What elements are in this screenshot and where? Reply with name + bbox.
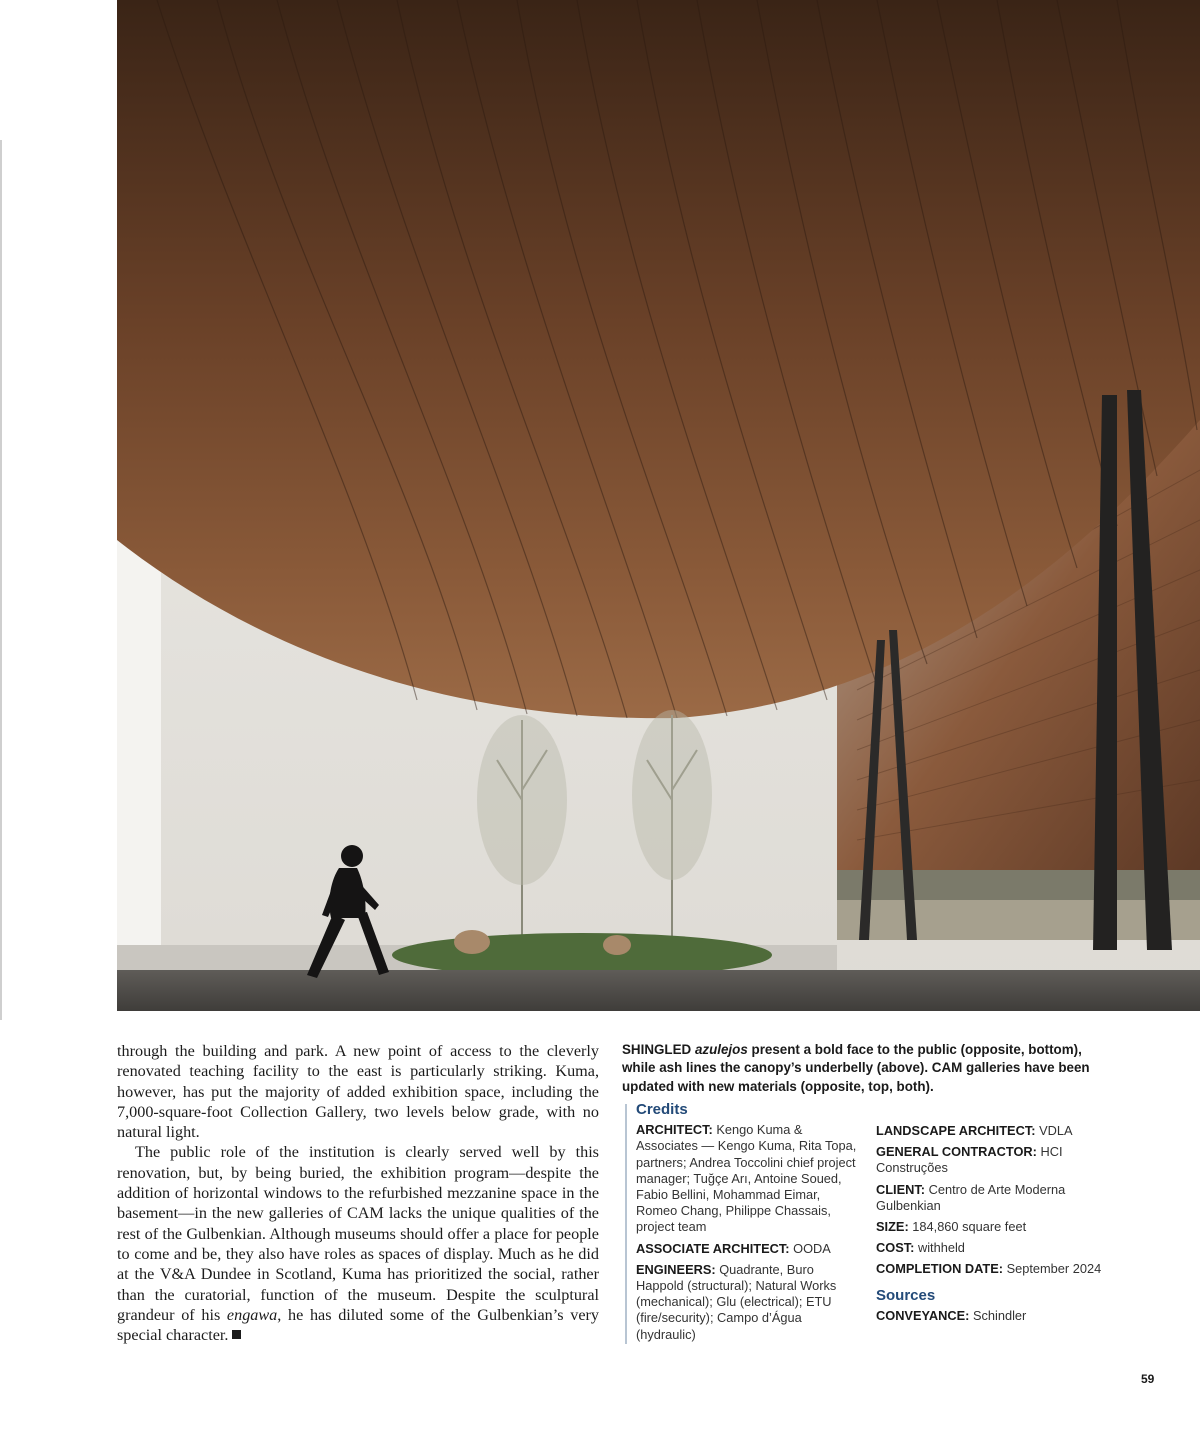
- credit-key: COMPLETION DATE:: [876, 1261, 1004, 1277]
- credit-item: [876, 1182, 1116, 1214]
- body-text: The public role of the institution is clearly served well by this renovation, but, by being buried, the exhibition program—despite the addition of horizontal windows to the refurbished mezzanine space in the basement—in the new galleries of CAM lacks the unique qualities of the rest of the Gulbenkian. Although museums should offer a place for people to come and be, they also have roles as spaces of display. Much as he did at the V&A Dundee in Scotland, Kuma has prioritized the social, rather than the curatorial, function of the museum. Despite the sculptural grandeur of his: [117, 1143, 599, 1324]
- end-mark-icon: [232, 1330, 241, 1339]
- credit-value: 184,860 square feet: [912, 1219, 1027, 1235]
- credit-item: [636, 1262, 858, 1343]
- body-paragraph: through the building and park. A new point of access to the cleverly renovated teaching facility to the east is particularly striking. Kuma, however, has put the majority of added exhibition space, including the 7,000-square-foot Collection Gallery, two levels below grade, with no natural light.: [117, 1042, 599, 1142]
- credit-key: ASSOCIATE ARCHITECT:: [636, 1240, 790, 1256]
- architecture-photo-illustration: [117, 0, 1200, 1011]
- credits-right-column: [876, 1123, 1116, 1329]
- credit-key: ARCHITECT:: [636, 1122, 713, 1138]
- credit-key: COST:: [876, 1240, 915, 1256]
- credit-item: [876, 1261, 1116, 1277]
- credit-item: [876, 1219, 1116, 1235]
- credits-left-column: [636, 1102, 858, 1348]
- credit-key: GENERAL CONTRACTOR:: [876, 1144, 1037, 1160]
- source-key: CONVEYANCE:: [876, 1307, 970, 1323]
- caption-lead: SHINGLED: [622, 1042, 692, 1057]
- source-value: Schindler: [972, 1307, 1027, 1323]
- page-edge-mark: [0, 140, 2, 700]
- credit-value: Quadrante, Buro Happold (structural); Natural Works (mechanical); Glu (electrical); ETU (fire/security); Campo d’Água (hydraulic): [636, 1261, 837, 1342]
- credit-value: OODA: [793, 1240, 831, 1256]
- sources-heading: Sources: [876, 1286, 936, 1304]
- source-item: [876, 1308, 1116, 1324]
- credit-value: Kengo Kuma & Associates — Kengo Kuma, Rita Topa, partners; Andrea Toccolini chief project manager; Tuğçe Arı, Antoine Soued, Fabio Bellini, Mohammad Eimar, Romeo Chang, Philippe Chassais, project team: [636, 1122, 857, 1235]
- page-edge-mark: [0, 700, 2, 1020]
- credit-key: SIZE:: [876, 1219, 909, 1235]
- credit-value: withheld: [917, 1240, 965, 1256]
- credit-key: LANDSCAPE ARCHITECT:: [876, 1123, 1036, 1138]
- credit-item: [636, 1122, 858, 1235]
- credit-key: CLIENT:: [876, 1181, 926, 1197]
- caption-text: present a bold face to the public (opposite, bottom), while ash lines the canopy’s underbelly (above). CAM galleries have been updated with new materials (opposite, top, both).: [622, 1042, 1090, 1094]
- credit-value: VDLA: [1039, 1123, 1073, 1138]
- body-paragraph: [117, 1142, 599, 1345]
- credit-item: [636, 1241, 858, 1257]
- credit-key: ENGINEERS:: [636, 1261, 716, 1277]
- credit-item: [876, 1240, 1116, 1256]
- caption-italic: azulejos: [694, 1042, 748, 1057]
- article-body: [117, 1041, 599, 1345]
- credit-value: Centro de Arte Moderna Gulbenkian: [876, 1181, 1066, 1213]
- photo-caption: [622, 1041, 1102, 1096]
- credit-value: HCI Construções: [876, 1144, 1063, 1176]
- credits-rule: [625, 1104, 627, 1344]
- hero-photo: [117, 0, 1200, 1011]
- body-text: , he has diluted some of the Gulbenkian’s very special character.: [117, 1305, 600, 1345]
- credit-item: [876, 1123, 1116, 1139]
- credit-value: September 2024: [1006, 1261, 1102, 1277]
- credits-heading: Credits: [636, 1101, 688, 1118]
- credit-item: [876, 1144, 1116, 1176]
- page-number: 59: [1141, 1372, 1155, 1386]
- body-italic-term: engawa: [226, 1305, 278, 1324]
